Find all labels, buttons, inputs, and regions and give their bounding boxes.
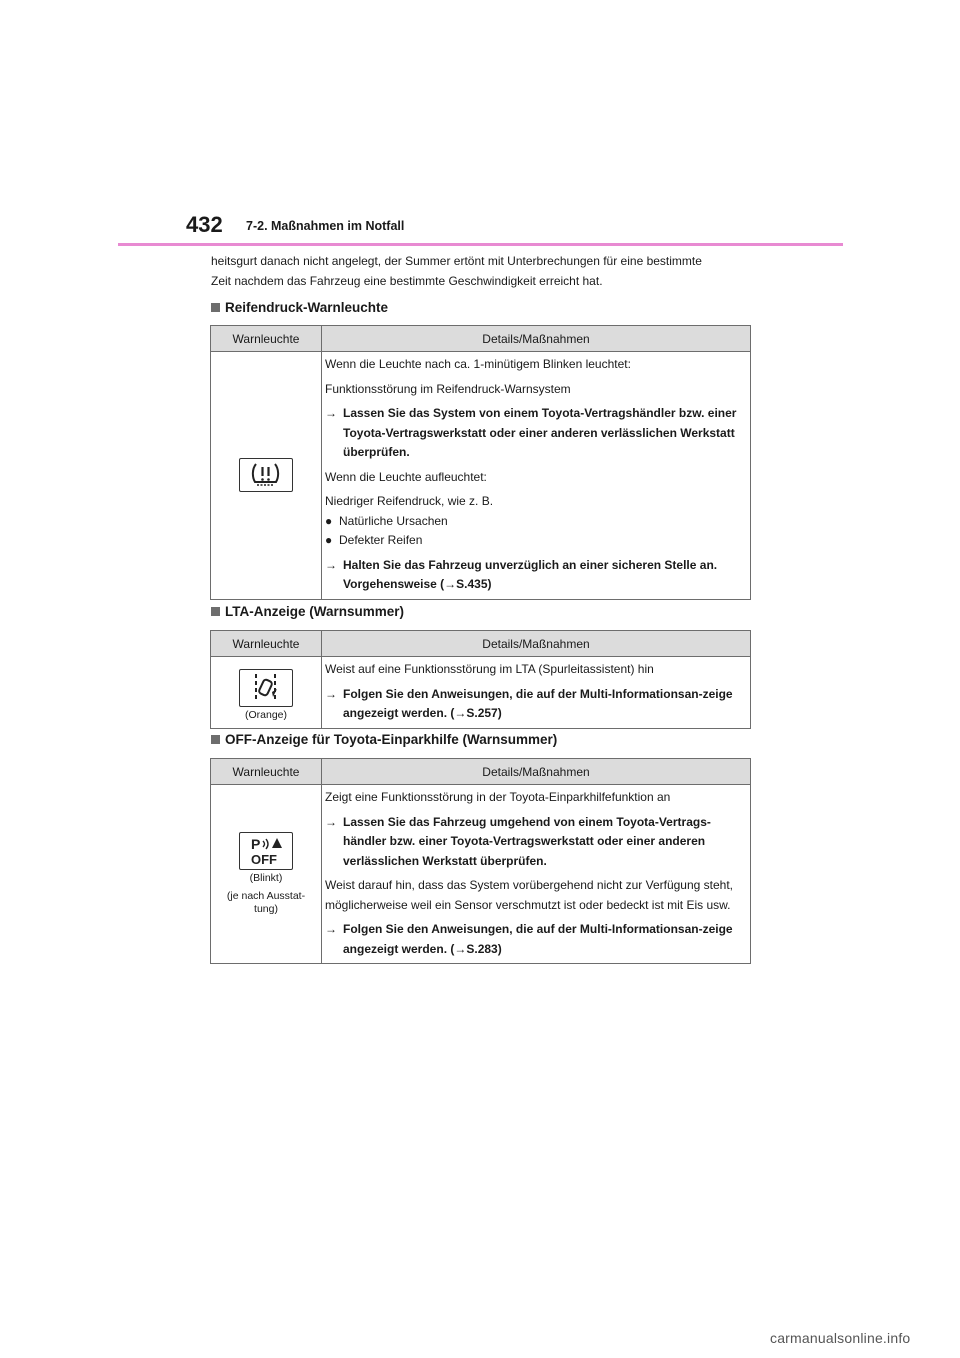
intro-paragraph [211,252,771,291]
bullet-icon: ● [325,533,333,547]
section-heading-lta: LTA-Anzeige (Warnsummer) [211,604,404,619]
icon-cell [211,785,322,964]
square-bullet-icon [211,303,220,312]
icon-caption: (Orange) [244,708,287,721]
action-item: → Lassen Sie das Fahrzeug umgehend von einem Toyota-Vertrags-händler bzw. einer Toyota-Vertragswerkstatt oder einer anderen verlässlichen Werkstatt überprüfen. [325,813,745,872]
lta-lane-tracing-icon [239,669,293,707]
watermark: carmanualsonline.info [770,1330,911,1346]
column-header-details: Details/Maßnahmen [322,759,751,785]
arrow-icon: → [325,406,337,420]
action-item: → Halten Sie das Fahrzeug unverzüglich an einer sicheren Stelle an. Vorgehensweise (→S.435) [325,556,745,595]
action-item: → Folgen Sie den Anweisungen, die auf der Multi-Informationsan-zeige angezeigt werden. (→S.257) [325,685,745,724]
details-cell [322,352,751,600]
svg-text:P: P [251,836,261,852]
arrow-icon: → [325,557,337,572]
intro-line-2: Zeit nachdem das Fahrzeug eine bestimmte Geschwindigkeit erreicht hat. [211,273,603,288]
section-heading-tire-pressure: Reifendruck-Warnleuchte [211,300,388,315]
column-header-warnleuchte: Warnleuchte [211,759,322,785]
parking-assist-off-icon [239,832,293,870]
column-header-warnleuchte: Warnleuchte [211,631,322,657]
detail-text: Weist auf eine Funktionsstörung im LTA (Spurleitassistent) hin [325,662,654,676]
tire-pressure-table [210,325,751,600]
arrow-icon: → [325,686,337,701]
action-item: → Lassen Sie das System von einem Toyota-Vertragshändler bzw. einer Toyota-Vertragswerkstatt oder einer anderen verlässlichen Werkstatt überprüfen. [325,404,745,463]
square-bullet-icon [211,735,220,744]
arrow-icon: → [325,922,337,936]
detail-text: Weist darauf hin, dass das System vorübergehend nicht zur Verfügung steht, möglicherweise weil ein Sensor verschmutzt ist oder bedeckt ist mit Eis usw. [325,878,734,912]
detail-text: Funktionsstörung im Reifendruck-Warnsystem [325,381,571,396]
bullet-item: ● Natürliche Ursachen [325,512,745,532]
chapter-title: 7-2. Maßnahmen im Notfall [246,219,405,233]
column-header-details: Details/Maßnahmen [322,326,751,352]
bullet-item: ● Defekter Reifen [325,531,745,551]
section-heading-parking-assist: OFF-Anzeige für Toyota-Einparkhilfe (Warnsummer) [211,732,557,747]
detail-text: Wenn die Leuchte nach ca. 1-minütigem Blinken leuchtet: [325,357,631,371]
square-bullet-icon [211,607,220,616]
icon-cell [211,657,322,729]
detail-text: Zeigt eine Funktionsstörung in der Toyota-Einparkhilfefunktion an [325,790,671,804]
tire-pressure-warning-icon [239,458,293,492]
icon-caption: (Blinkt) [249,872,283,884]
icon-cell [211,352,322,600]
details-cell [322,785,751,964]
detail-text: Wenn die Leuchte aufleuchtet: [325,469,487,484]
icon-caption: (je nach Ausstat-tung) [226,890,306,915]
details-cell [322,657,751,729]
column-header-details: Details/Maßnahmen [322,631,751,657]
page-number: 432 [186,212,223,237]
detail-text: Niedriger Reifendruck, wie z. B. [325,494,494,508]
column-header-warnleuchte: Warnleuchte [211,326,322,352]
lta-table [210,630,751,729]
header-divider [118,243,843,246]
parking-assist-table [210,758,751,964]
action-item: → Folgen Sie den Anweisungen, die auf der Multi-Informationsan-zeige angezeigt werden. (→S.283) [325,920,745,959]
intro-line-1: heitsgurt danach nicht angelegt, der Summer ertönt mit Unterbrechungen für eine bestimmte [211,254,702,268]
svg-text:OFF: OFF [251,852,277,867]
bullet-icon: ● [325,513,333,528]
arrow-icon: → [325,814,337,829]
